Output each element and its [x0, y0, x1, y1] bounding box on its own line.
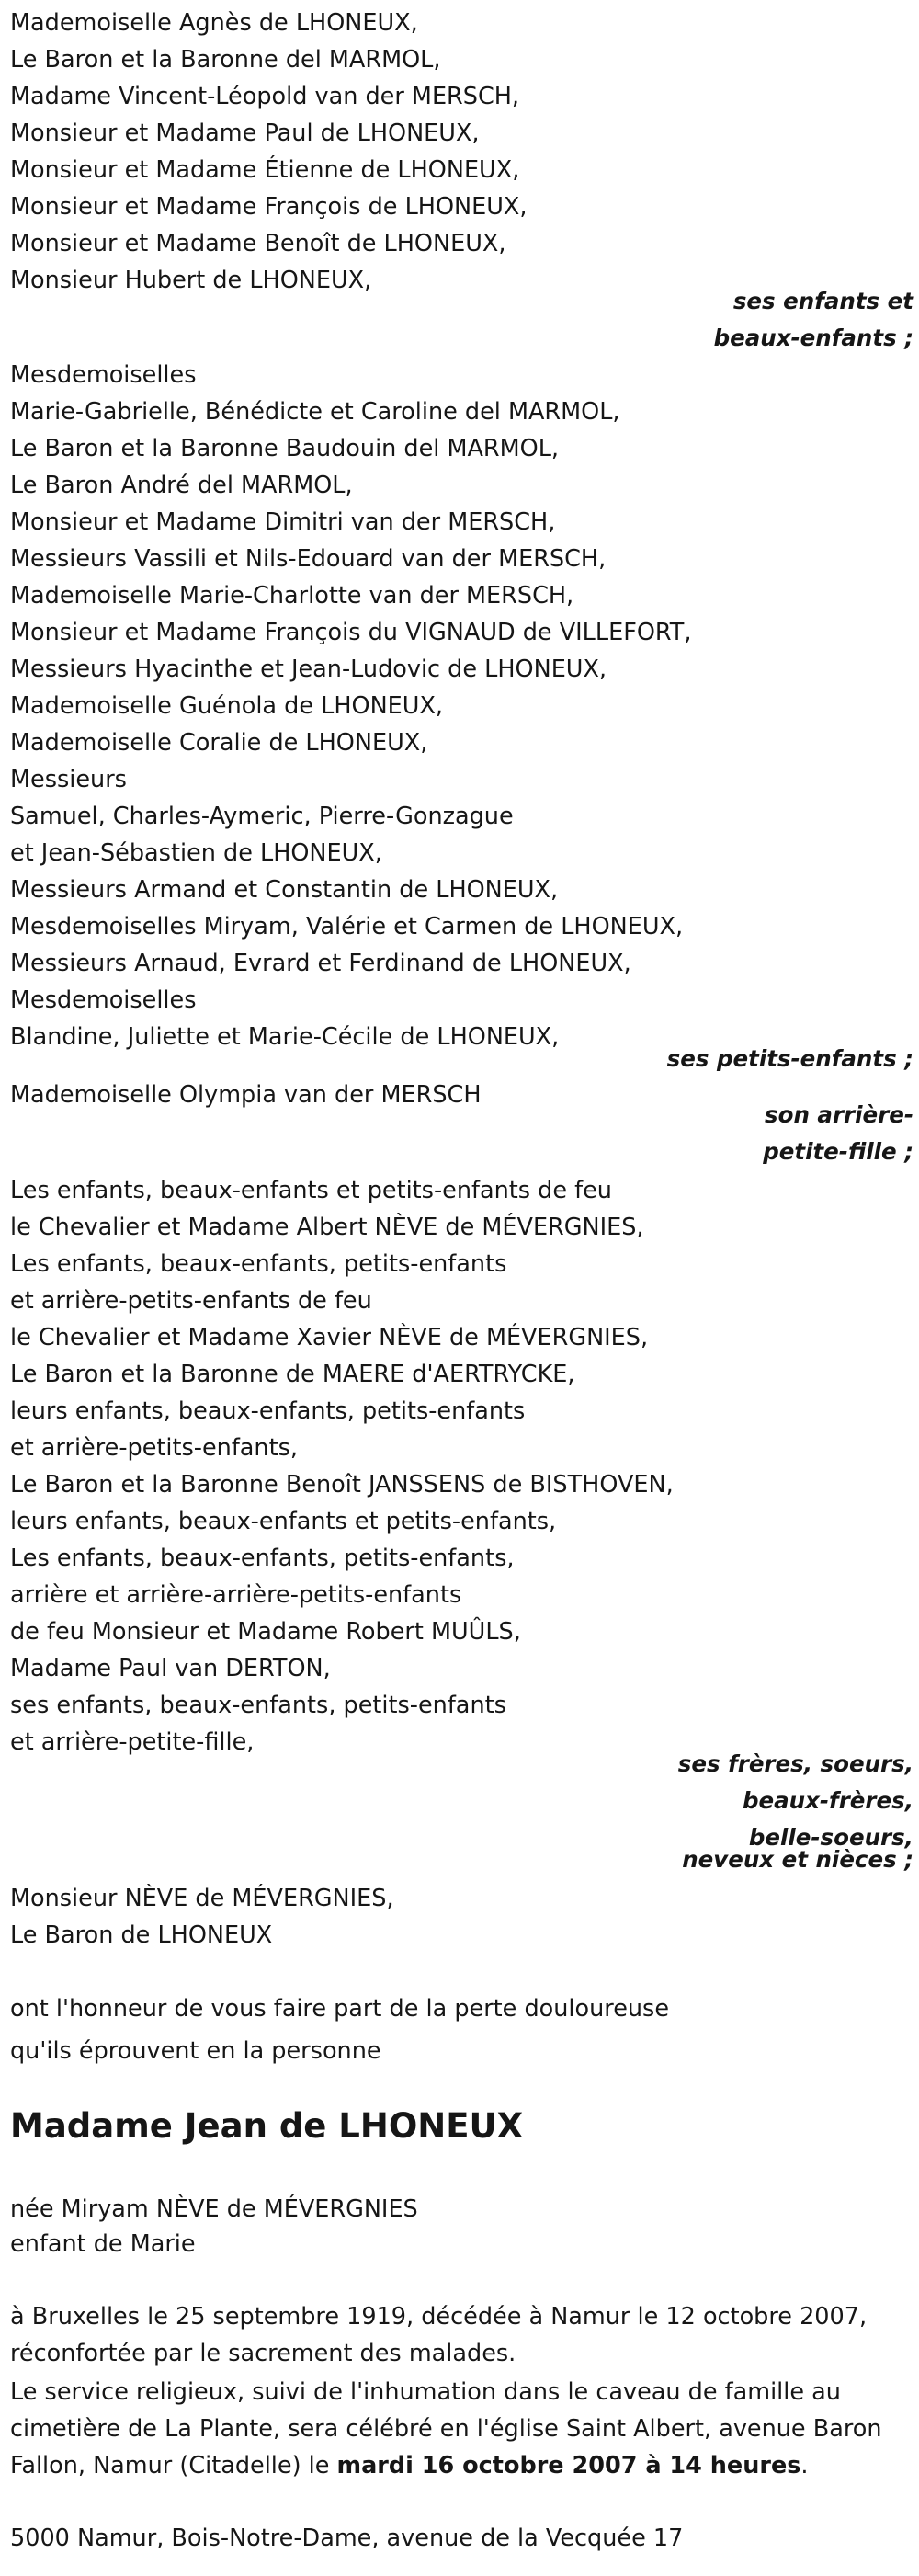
family-line: Mademoiselle Guénola de LHONEUX,: [10, 692, 444, 720]
relation-label: belle-soeurs,: [748, 1824, 913, 1851]
family-line: Messieurs: [10, 766, 127, 793]
family-line: Marie-Gabrielle, Bénédicte et Caroline del MARMOL,: [10, 398, 620, 426]
family-line: Monsieur Hubert de LHONEUX,: [10, 267, 372, 294]
family-line: Monsieur et Madame Paul de LHONEUX,: [10, 120, 480, 147]
family-line: le Chevalier et Madame Xavier NÈVE de MÉVERGNIES,: [10, 1324, 649, 1351]
relation-label: beaux-enfants ;: [713, 325, 913, 351]
relation-label: petite-fille ;: [763, 1138, 913, 1165]
service-end: .: [800, 2452, 809, 2479]
family-line: Le Baron et la Baronne Baudouin del MARMOL,: [10, 435, 560, 462]
family-line: leurs enfants, beaux-enfants et petits-enfants,: [10, 1508, 557, 1535]
relation-label: ses petits-enfants ;: [666, 1045, 913, 1072]
service-paragraph: [10, 2374, 911, 2484]
life-paragraph: à Bruxelles le 25 septembre 1919, décédée à Namur le 12 octobre 2007, réconfortée par le sacrement des malades.: [10, 2303, 868, 2367]
family-line: Monsieur et Madame Étienne de LHONEUX,: [10, 156, 520, 184]
family-line: Mademoiselle Agnès de LHONEUX,: [10, 9, 418, 37]
deceased-name: Madame Jean de LHONEUX: [10, 2106, 524, 2146]
family-line: Le Baron et la Baronne Benoît JANSSENS de BISTHOVEN,: [10, 1471, 674, 1499]
family-line: Les enfants, beaux-enfants et petits-enfants de feu: [10, 1177, 612, 1204]
announcement-line: ont l'honneur de vous faire part de la perte douloureuse: [10, 1995, 670, 2023]
service-datetime: mardi 16 octobre 2007 à 14 heures: [336, 2452, 801, 2479]
address: 5000 Namur, Bois-Notre-Dame, avenue de la Vecquée 17: [10, 2525, 684, 2552]
family-line: arrière et arrière-arrière-petits-enfants: [10, 1581, 462, 1609]
family-line: Mesdemoiselles: [10, 361, 197, 389]
family-line: et arrière-petits-enfants de feu: [10, 1287, 372, 1315]
family-line: Mademoiselle Coralie de LHONEUX,: [10, 729, 428, 757]
family-line: Monsieur et Madame Dimitri van der MERSCH,: [10, 508, 556, 536]
relation-label: ses frères, soeurs,: [677, 1750, 913, 1777]
announcement-line: qu'ils éprouvent en la personne: [10, 2037, 381, 2065]
family-line: Monsieur et Madame François du VIGNAUD de VILLEFORT,: [10, 619, 692, 646]
family-line: de feu Monsieur et Madame Robert MUÛLS,: [10, 1618, 521, 1646]
family-line: Mademoiselle Olympia van der MERSCH: [10, 1081, 482, 1109]
family-line: et arrière-petits-enfants,: [10, 1434, 298, 1462]
family-line: Mesdemoiselles: [10, 986, 197, 1014]
family-line: ses enfants, beaux-enfants, petits-enfants: [10, 1692, 506, 1719]
family-line: Les enfants, beaux-enfants, petits-enfants,: [10, 1544, 515, 1572]
family-line: Monsieur NÈVE de MÉVERGNIES,: [10, 1885, 394, 1912]
relation-label: son arrière-: [765, 1101, 913, 1128]
family-line: Messieurs Vassili et Nils-Edouard van der MERSCH,: [10, 545, 607, 573]
family-line: Madame Paul van DERTON,: [10, 1655, 331, 1682]
family-line: Samuel, Charles-Aymeric, Pierre-Gonzague: [10, 803, 514, 830]
family-line: Monsieur et Madame François de LHONEUX,: [10, 193, 528, 221]
relation-label: beaux-frères,: [742, 1787, 913, 1814]
family-line: le Chevalier et Madame Albert NÈVE de MÉVERGNIES,: [10, 1214, 644, 1241]
service-text: Le service religieux, suivi de l'inhumation dans le caveau de famille au cimetière de La Plante, sera célébré en l'église Saint Albert, avenue Baron Fallon, Namur (Citadelle) le: [10, 2378, 882, 2479]
family-line: et arrière-petite-fille,: [10, 1728, 255, 1756]
family-line: Le Baron et la Baronne de MAERE d'AERTRYCKE,: [10, 1361, 575, 1388]
family-line: et Jean-Sébastien de LHONEUX,: [10, 839, 382, 867]
family-line: Le Baron de LHONEUX: [10, 1921, 273, 1949]
family-line: Le Baron André del MARMOL,: [10, 472, 353, 499]
family-line: leurs enfants, beaux-enfants, petits-enfants: [10, 1397, 526, 1425]
deceased-detail: enfant de Marie: [10, 2230, 196, 2258]
family-line: Mademoiselle Marie-Charlotte van der MERSCH,: [10, 582, 574, 610]
family-line: Blandine, Juliette et Marie-Cécile de LHONEUX,: [10, 1023, 560, 1051]
family-line: Monsieur et Madame Benoît de LHONEUX,: [10, 230, 506, 257]
family-line: Messieurs Armand et Constantin de LHONEUX,: [10, 876, 559, 904]
family-line: Messieurs Hyacinthe et Jean-Ludovic de LHONEUX,: [10, 655, 607, 683]
relation-label: ses enfants et: [732, 288, 913, 314]
family-line: Messieurs Arnaud, Evrard et Ferdinand de LHONEUX,: [10, 950, 631, 977]
family-line: Le Baron et la Baronne del MARMOL,: [10, 46, 441, 74]
deceased-detail: née Miryam NÈVE de MÉVERGNIES: [10, 2195, 418, 2223]
family-line: Mesdemoiselles Miryam, Valérie et Carmen de LHONEUX,: [10, 913, 684, 940]
family-line: Madame Vincent-Léopold van der MERSCH,: [10, 83, 520, 110]
relation-label: neveux et nièces ;: [682, 1846, 913, 1873]
family-line: Les enfants, beaux-enfants, petits-enfants: [10, 1250, 507, 1278]
